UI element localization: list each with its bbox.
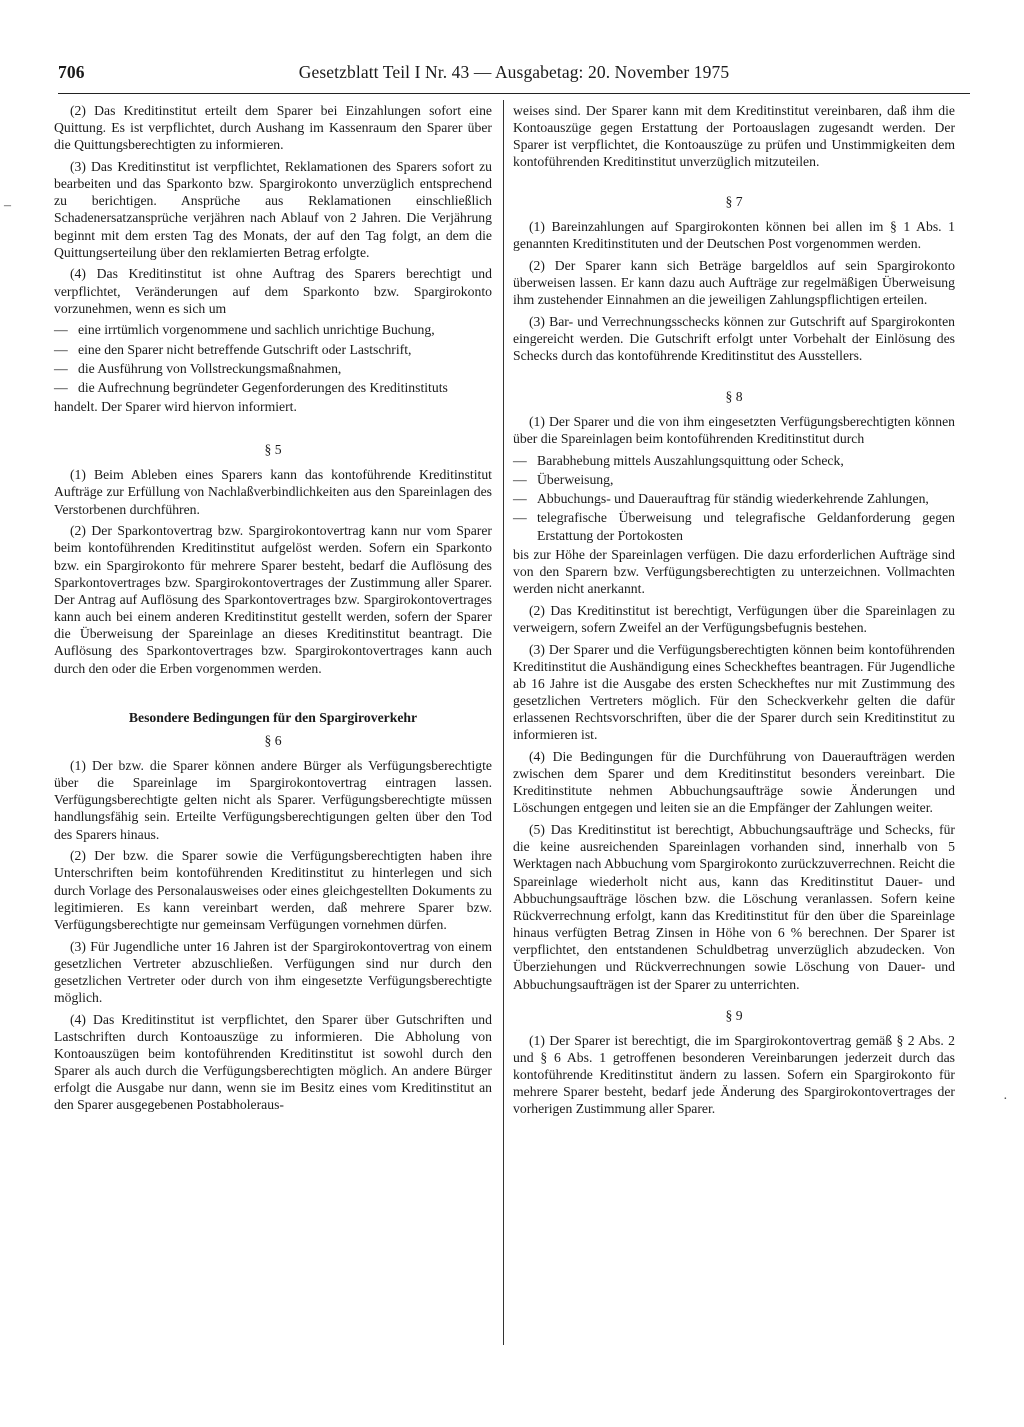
paragraph-s6-4: (4) Das Kreditinstitut ist verpflichtet, den Sparer über Gutschriften und Lastschriften durch Kontoauszüge zu informieren. Die Abholung von Kontoauszügen beim kontoführenden Kreditinstitut ist sowohl durch den Sparer als auch durch die Verfügungsberechtigten möglich. An andere Bürger erfolgt die Ausgabe nur dann, wenn sie im Besitz eines vom Kreditinstitut an den Sparer ausgegebenen Postabholeraus- <box>54 1011 492 1113</box>
left-column <box>54 102 492 1118</box>
paragraph-s6-2: (2) Der bzw. die Sparer sowie die Verfügungsberechtigten haben ihre Unterschriften beim kontoführenden Kreditinstitut zu hinterlegen und sich durch Vorlage des Personalausweises oder eines gleichgestellten Dokuments zu legitimieren. Es kann vereinbart werden, daß mehrere Sparer bzw. Verfügungsberechtigte nur gemeinsam Verfügungen vornehmen dürfen. <box>54 848 492 932</box>
paragraph-s4-3: (3) Das Kreditinstitut ist verpflichtet, Reklamationen des Sparers sofort zu bearbeiten und das Sparkonto bzw. Spargirokonto unverzüglich entsprechend zu berichtigen. Ansprüche aus Reklamationen einschließlich Schadenersatzansprüche verjähren nach Ablauf von 2 Jahren. Die Verjährung beginnt mit dem ersten Tag des Monats, der auf den Tag folgt, an dem die Quittungserteilung über den reklamierten Betrag erfolgte. <box>54 158 492 260</box>
paragraph-s8-4: (4) Die Bedingungen für die Durchführung von Daueraufträgen werden zwischen dem Sparer und dem Kreditinstitut besonders vereinbart. Die Kreditinstitute nehmen Abbuchungsaufträge sowie Änderungen und Löschungen entgegen und leiten sie an die Empfänger der Zahlungen weiter. <box>513 749 955 816</box>
running-title: Gesetzblatt Teil I Nr. 43 — Ausgabetag: 20. November 1975 <box>298 62 730 82</box>
section-heading-8: § 8 <box>725 389 743 405</box>
list-item: — die Ausführung von Vollstreckungsmaßnahmen, <box>54 360 492 377</box>
paragraph-s5-2: (2) Der Sparkontovertrag bzw. Spargirokontovertrag kann nur vom Sparer beim kontoführenden Kreditinstitut aufgelöst werden. Sofern ein Sparkonto bzw. ein Spargirokonto für mehrere Sparer besteht, bedarf die Auflösung des Sparkontovertrages bzw. Spargirokontovertrages der Zustimmung aller Sparer. Der Antrag auf Auflösung des Sparkontovertrages bzw. Spargirokontovertrages kann auch bei einem anderen Kreditinstitut gestellt werden, sofern der Sparer die Überweisung der Spareinlage an dieses Kreditinstitut beantragt. Die Auflösung des Sparkontovertrages bzw. Spargirokontovertrages kann auch durch den oder die Erben vorgenommen werden. <box>54 523 492 676</box>
list-item: — Barabhebung mittels Auszahlungsquittung oder Scheck, <box>513 452 955 469</box>
paragraph-s9-1: (1) Der Sparer ist berechtigt, die im Spargirokontovertrag gemäß § 2 Abs. 2 und § 6 Abs. 1 getroffenen besonderen Vereinbarungen jederzeit durch das kontoführende Kreditinstitut ändern zu lassen. Sofern ein Spargirokonto für mehrere Sparer besteht, bedarf jede Änderung des Spargirokontovertrages der vorherigen Zustimmung aller Sparer. <box>513 1032 955 1117</box>
list-item: — eine den Sparer nicht betreffende Gutschrift oder Lastschrift, <box>54 341 492 358</box>
paragraph-s4-4: (4) Das Kreditinstitut ist ohne Auftrag des Sparers berechtigt und verpflichtet, Veränderungen auf dem Sparkonto bzw. Spargirokonto vorzunehmen, wenn es sich um <box>54 266 492 316</box>
section-heading-7: § 7 <box>725 193 743 209</box>
paragraph-s7-1: (1) Bareinzahlungen auf Spargirokonten können bei allen im § 1 Abs. 1 genannten Kreditinstituten und der Deutschen Post vorgenommen werden. <box>513 218 955 251</box>
paragraph-s5-1: (1) Beim Ableben eines Sparers kann das kontoführende Kreditinstitut Aufträge zur Erfüllung von Nachlaßverbindlichkeiten aus den Spareinlagen des Verstorbenen durchführen. <box>54 467 492 517</box>
paragraph-s4-4-tail: handelt. Der Sparer wird hiervon informiert. <box>54 399 297 414</box>
section-heading-6: § 6 <box>264 732 282 748</box>
paragraph-s8-1: (1) Der Sparer und die von ihm eingesetzten Verfügungsberechtigten können über die Spareinlagen beim kontoführenden Kreditinstitut durch <box>513 414 955 447</box>
paragraph-s6-3: (3) Für Jugendliche unter 16 Jahren ist der Spargirokontovertrag von einem gesetzlichen Vertreter abzuschließen. Verfügungen sind nur durch den gesetzlichen Vertreter oder durch von ihm eingesetzte Verfügungsberechtigte möglich. <box>54 938 492 1006</box>
list-item: — Abbuchungs- und Dauerauftrag für ständig wiederkehrende Zahlungen, <box>513 490 955 507</box>
paragraph-s8-1-tail: bis zur Höhe der Spareinlagen verfügen. Die dazu erforderlichen Aufträge sind von den Sparern bzw. Verfügungsberechtigten zu unterzeichnen. Vollmachten werden nicht anerkannt. <box>513 546 955 597</box>
section-heading-9: § 9 <box>725 1007 743 1023</box>
paragraph-s7-3: (3) Bar- und Verrechnungsschecks können zur Gutschrift auf Spargirokonten eingereicht werden. Die Gutschrift erfolgt unter Vorbehalt der Einlösung des Schecks durch das kontoführende Kreditinstitut des Ausstellers. <box>513 313 955 363</box>
page-header <box>58 62 970 88</box>
list-item: — Überweisung, <box>513 471 955 488</box>
paragraph-s6-1: (1) Der bzw. die Sparer können andere Bürger als Verfügungsberechtigte über die Spareinlage im Spargirokontovertrag eintragen lassen. Verfügungsberechtigte gelten nicht als Sparer. Verfügungsberechtigte müssen handlungsfähig sein. Erteilte Verfügungsberechtigungen gelten über den Tod des Sparers hinaus. <box>54 758 492 842</box>
section-heading-5: § 5 <box>264 442 282 458</box>
paragraph-s8-3: (3) Der Sparer und die Verfügungsberechtigten können beim kontoführenden Kreditinstitut die Aushändigung eines Scheckheftes beantragen. Für Jugendliche ab 16 Jahre ist die Ausgabe des ersten Scheckheftes nur mit Zustimmung des gesetzlichen Vertreters möglich. Für den Scheckverkehr gelten die dafür erlassenen Rechtsvorschriften, über die der Sparer durch sein Kreditinstitut zu informieren ist. <box>513 641 955 743</box>
list-item: — eine irrtümlich vorgenommene und sachlich unrichtige Buchung, <box>54 321 492 338</box>
column-divider <box>503 100 504 1345</box>
list-item: — die Aufrechnung begründeter Gegenforderungen des Kreditinstituts <box>54 379 492 396</box>
margin-mark: · <box>1003 1092 1008 1107</box>
page-number: 706 <box>58 62 85 82</box>
right-column <box>513 102 955 1122</box>
paragraph-s7-2: (2) Der Sparer kann sich Beträge bargeldlos auf sein Spargirokonto überweisen lassen. Er kann dazu auch Aufträge zur regelmäßigen Überweisung ihm zustehender Einnahmen an die jeweiligen Zahlungspflichtigen erteilen. <box>513 257 955 307</box>
list-item: — telegrafische Überweisung und telegrafische Geldanforderung gegen Erstattung der Portokosten <box>513 509 955 543</box>
header-rule <box>58 93 970 94</box>
paragraph-s6-4-continued: weises sind. Der Sparer kann mit dem Kreditinstitut vereinbaren, daß ihm die Kontoauszüge gegen Erstattung der Portoauslagen zugesandt werden. Der Sparer ist verpflichtet, die Kontoauszüge zu prüfen und Unstimmigkeiten dem kontoführenden Kreditinstitut unverzüglich mitzuteilen. <box>513 103 955 170</box>
special-conditions-heading: Besondere Bedingungen für den Spargiroverkehr <box>128 709 418 725</box>
margin-mark: – <box>4 198 11 213</box>
paragraph-s8-5: (5) Das Kreditinstitut ist berechtigt, Abbuchungsaufträge und Schecks, für die keine ausreichenden Spareinlagen vorhanden sind, innerhalb von 5 Werktagen nach Abbuchung vom Spargirokonto zurückzuverrechnen. Reicht die Spareinlage wiederholt nicht aus, kann das Kreditinstitut Dauer- und Abbuchungsaufträge löschen bzw. die Löschung veranlassen. Sofern keine Rückverrechnung erfolgt, kann das Kreditinstitut für den über die Spareinlage hinaus verfügten Betrag Zinsen in Höhe von 6 % berechnen. Der Sparer ist verpflichtet, den entstandenen Schuldbetrag unverzüglich abzudecken. Von Überziehungen und Rückverrechnungen sowie Löschung von Dauer- und Abbuchungsaufträgen ist der Sparer zu unterrichten. <box>513 822 955 992</box>
paragraph-s4-2: (2) Das Kreditinstitut erteilt dem Sparer bei Einzahlungen sofort eine Quittung. Es ist verpflichtet, durch Aushang im Kassenraum den Sparer über die Quittungsberechtigten zu informieren. <box>54 103 492 153</box>
paragraph-s8-2: (2) Das Kreditinstitut ist berechtigt, Verfügungen über die Spareinlagen zu verweigern, sofern Zweifel an der Verfügungsbefugnis bestehen. <box>513 602 955 635</box>
